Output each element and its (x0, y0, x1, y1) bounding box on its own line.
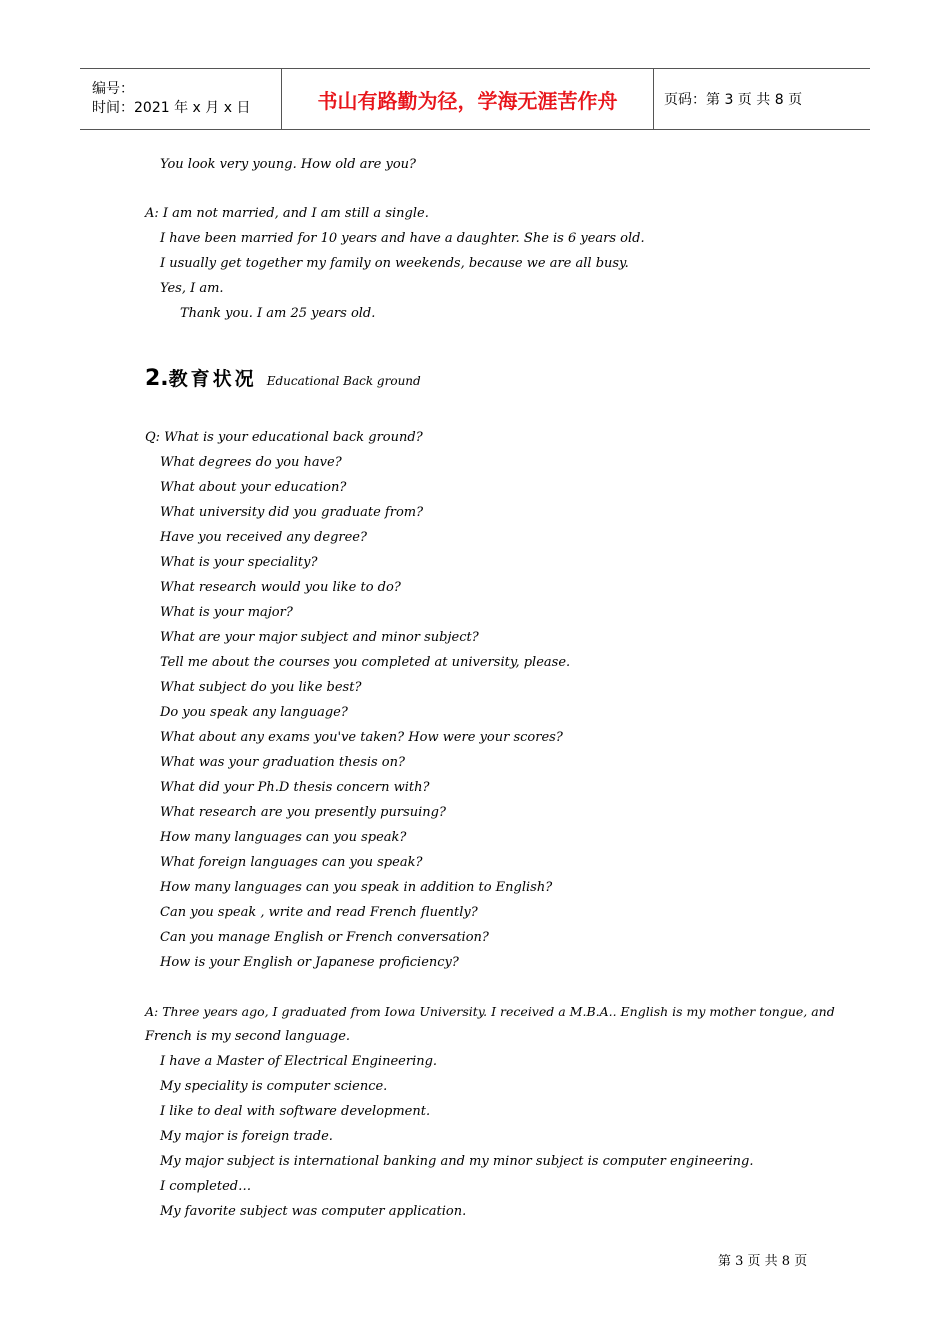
answer-line: I have a Master of Electrical Engineering. (160, 1054, 438, 1069)
dialogue-line: You look very young. How old are you? (160, 157, 417, 172)
question-line: How many languages can you speak in addition to English? (160, 880, 553, 895)
header-motto (282, 69, 654, 129)
header-meta (80, 69, 282, 129)
time-label: 时间：2021 年 x 月 x 日 (92, 100, 251, 116)
answer-line: My major subject is international banking and my minor subject is computer engineering. (160, 1154, 754, 1169)
answer-line: My speciality is computer science. (160, 1079, 388, 1094)
question-line: Have you received any degree? (160, 530, 367, 545)
answer-line: Thank you. I am 25 years old. (180, 306, 376, 321)
section-number: 2. (145, 366, 169, 391)
answer-line: I like to deal with software development. (160, 1104, 431, 1119)
question-line: Can you speak , write and read French fluently? (160, 905, 478, 920)
section-title-cn: 教育状况 (168, 368, 257, 390)
question-line: Tell me about the courses you completed at university, please. (160, 655, 571, 670)
question-line: What is your speciality? (160, 555, 318, 570)
answer-line: My major is foreign trade. (160, 1129, 333, 1144)
question-line: What did your Ph.D thesis concern with? (160, 780, 430, 795)
question-line: How is your English or Japanese proficiency? (160, 955, 459, 970)
question-line: Can you manage English or French conversation? (160, 930, 489, 945)
section-heading (145, 364, 421, 391)
page-footer: 第 3 页 共 8 页 (718, 1254, 808, 1269)
question-line: What university did you graduate from? (160, 505, 424, 520)
question-line: What research are you presently pursuing? (160, 805, 446, 820)
page-header (80, 68, 870, 130)
question-line: What is your major? (160, 605, 293, 620)
question-line: How many languages can you speak? (160, 830, 407, 845)
answer-line: I completed… (160, 1179, 252, 1194)
answer-line: A: I am not married, and I am still a single. (145, 206, 429, 221)
answer-line: French is my second language. (145, 1029, 351, 1044)
question-line: What research would you like to do? (160, 580, 401, 595)
answer-line: I usually get together my family on weekends, because we are all busy. (160, 256, 629, 271)
question-line: Do you speak any language? (160, 705, 348, 720)
question-line: Q: What is your educational back ground? (145, 430, 423, 445)
answer-line: I have been married for 10 years and have a daughter. She is 6 years old. (160, 231, 645, 246)
answer-line: My favorite subject was computer application. (160, 1204, 467, 1219)
motto-text: 书山有路勤为径，学海无涯苦作舟 (317, 88, 618, 113)
question-line: What about any exams you've taken? How were your scores? (160, 730, 563, 745)
header-page (654, 69, 870, 129)
question-line: What are your major subject and minor subject? (160, 630, 479, 645)
number-label: 编号： (92, 81, 134, 97)
page-label: 页码：第 3 页 共 8 页 (664, 92, 803, 108)
answer-line: Yes, I am. (160, 281, 224, 296)
section-title-en: Educational Back ground (266, 374, 421, 388)
question-line: What about your education? (160, 480, 347, 495)
answer-line: A: Three years ago, I graduated from Iowa University. I received a M.B.A.. English is my mother tongue, and (145, 1004, 835, 1019)
question-line: What degrees do you have? (160, 455, 342, 470)
question-line: What foreign languages can you speak? (160, 855, 423, 870)
question-line: What subject do you like best? (160, 680, 362, 695)
question-line: What was your graduation thesis on? (160, 755, 405, 770)
